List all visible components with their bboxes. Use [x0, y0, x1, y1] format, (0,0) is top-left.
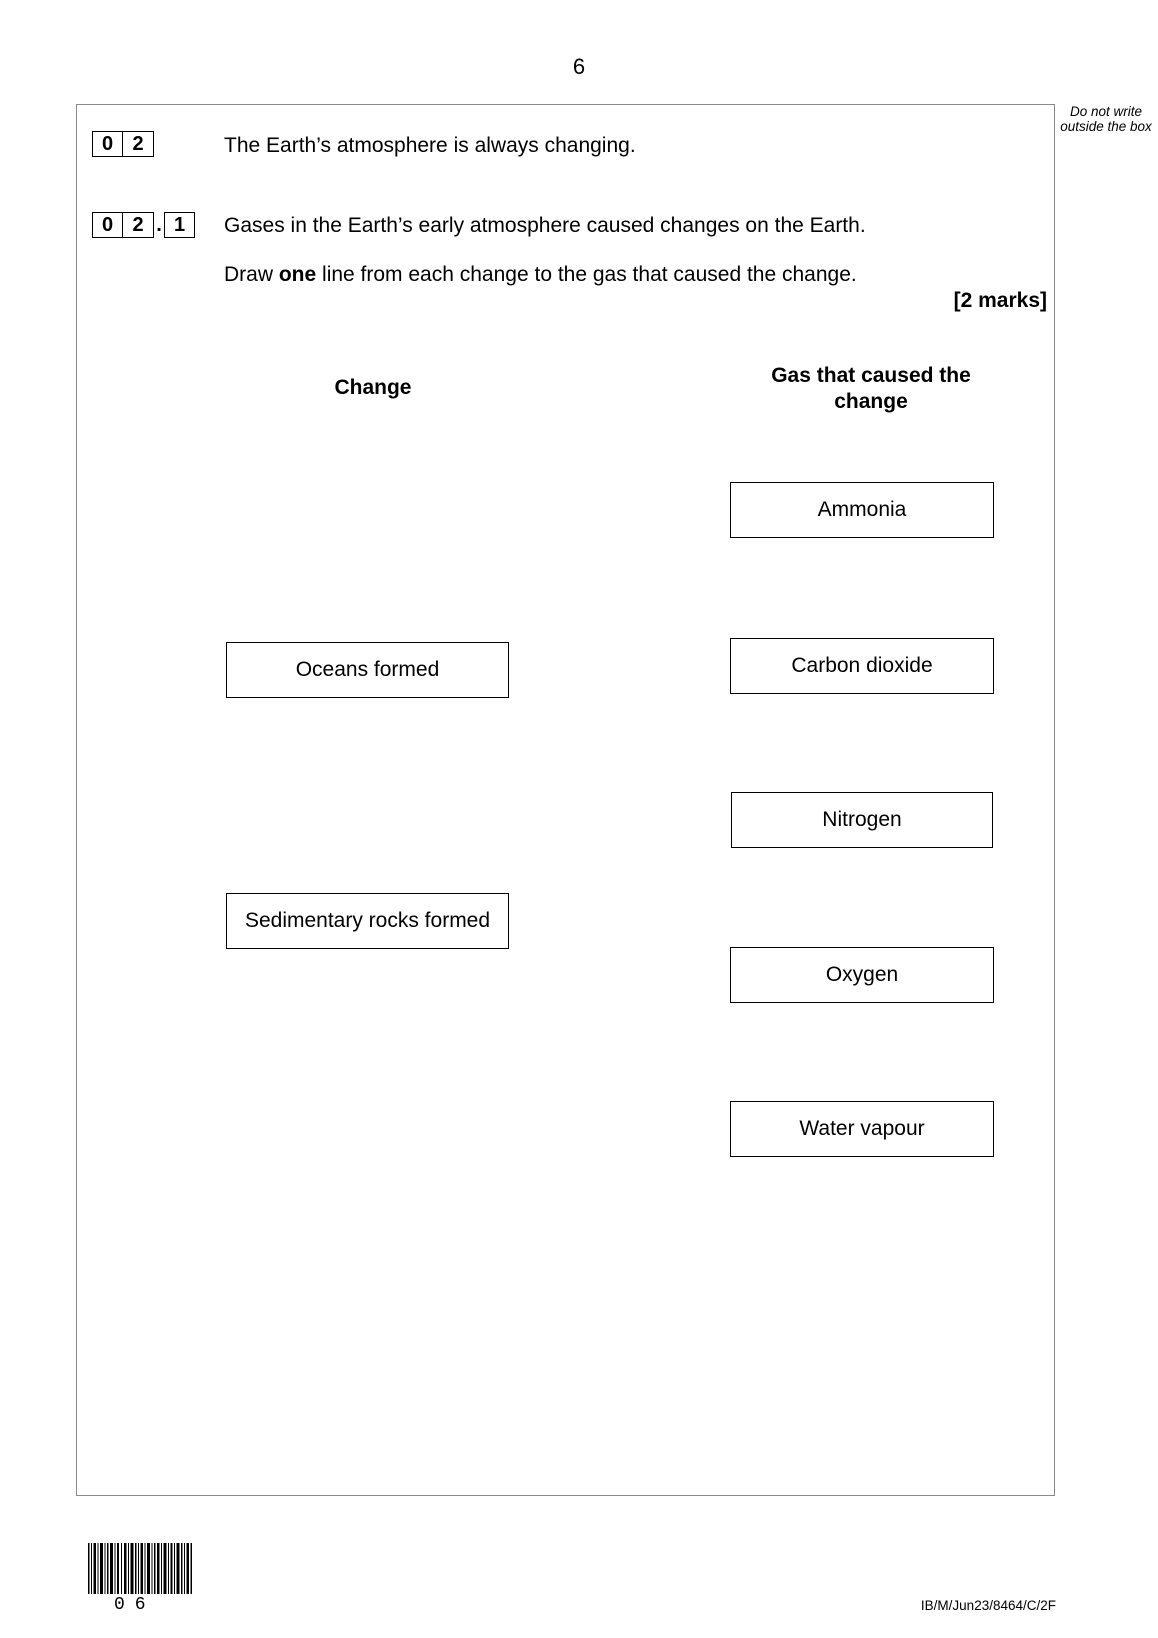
gas-box-ammonia[interactable]: Ammonia — [730, 482, 994, 538]
gas-box-water-vapour[interactable]: Water vapour — [730, 1101, 994, 1157]
paper-reference: IB/M/Jun23/8464/C/2F — [920, 1598, 1056, 1613]
change-box-sedimentary-rocks-formed[interactable]: Sedimentary rocks formed — [226, 893, 509, 949]
question-number-digit: 2 — [123, 131, 154, 157]
question-number — [92, 131, 154, 157]
barcode-digits: 06 — [114, 1595, 156, 1615]
gas-box-nitrogen[interactable]: Nitrogen — [731, 792, 993, 848]
gas-box-carbon-dioxide[interactable]: Carbon dioxide — [730, 638, 994, 694]
subquestion-separator: . — [156, 214, 162, 236]
subquestion-number — [92, 212, 195, 238]
instruction-emphasis: one — [278, 263, 317, 286]
instruction-start: Draw — [224, 263, 279, 286]
subquestion-number-digit: 0 — [92, 212, 123, 238]
question-number-digit: 0 — [92, 131, 123, 157]
change-column-heading: Change — [334, 376, 412, 399]
instruction-end: line from each change to the gas that caused the change. — [316, 263, 857, 286]
subquestion-text: Gases in the Earth’s early atmosphere caused changes on the Earth. — [224, 214, 866, 237]
gas-column-heading: Gas that caused the change — [771, 364, 971, 413]
subquestion-part-digit: 1 — [164, 212, 195, 238]
instruction — [224, 263, 857, 287]
barcode — [88, 1543, 193, 1594]
gas-box-oxygen[interactable]: Oxygen — [730, 947, 994, 1003]
subquestion-number-digit: 2 — [123, 212, 154, 238]
change-box-oceans-formed[interactable]: Oceans formed — [226, 642, 509, 698]
page-number: 6 — [572, 54, 586, 79]
marks-label: [2 marks] — [953, 289, 1047, 312]
margin-note: Do not write outside the box — [1060, 104, 1152, 134]
question-text: The Earth’s atmosphere is always changing. — [224, 134, 636, 157]
